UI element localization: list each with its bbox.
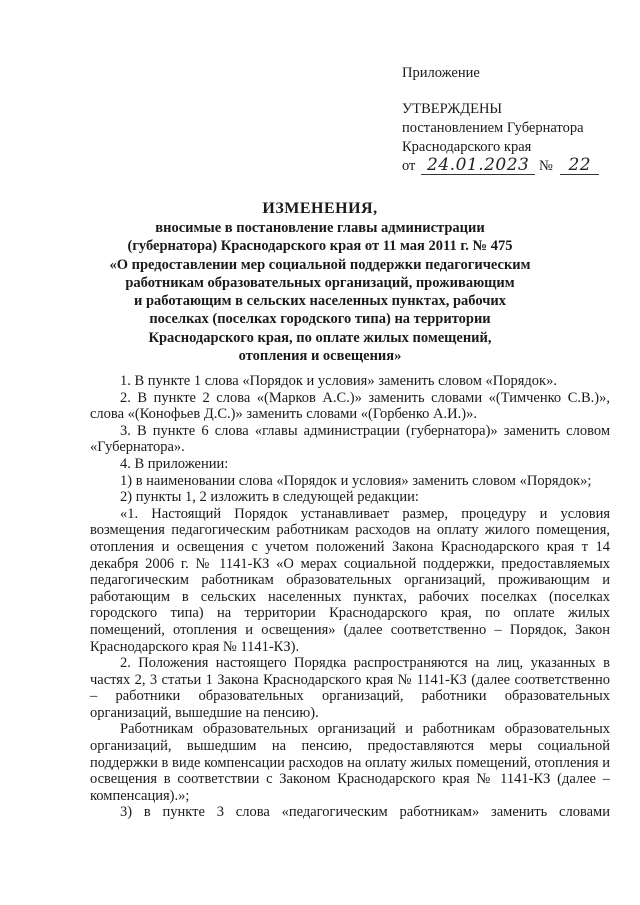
approved-label: УТВЕРЖДЕНЫ xyxy=(402,101,503,117)
title-line: Краснодарского края, по оплате жилых помещений, xyxy=(148,329,492,346)
title-line: вносимые в постановление главы администрации xyxy=(155,220,485,236)
title-line: поселках (поселках городского типа) на территории xyxy=(149,311,491,328)
title-heading: ИЗМЕНЕНИЯ, xyxy=(262,200,378,217)
title-line: (губернатора) Краснодарского края от 11 мая 2011 г. № 475 xyxy=(127,238,513,255)
body-paragraph: 2. Положения настоящего Порядка распространяются на лиц, указанных в частях 2, 3 статьи 1 Закона Краснодарского края № 1141-КЗ (далее соответственно – работники образовательных организаций, работники образовательных организаций, вышедшие на пенсию). xyxy=(90,655,610,721)
date-prefix: от xyxy=(402,158,416,174)
date-number-line xyxy=(402,157,627,176)
document-title xyxy=(40,199,600,365)
body-paragraph: 4. В приложении: xyxy=(120,455,229,472)
title-line: отопления и освещения» xyxy=(238,348,402,365)
title-line: и работающим в сельских населенных пунктах, рабочих xyxy=(134,293,506,310)
decree-line-2: Краснодарского края xyxy=(402,139,532,155)
approval-block xyxy=(402,64,627,176)
body-paragraph: 1. В пункте 1 слова «Порядок и условия» заменить словом «Порядок». xyxy=(120,373,557,389)
body-paragraph: 3) в пункте 3 слова «педагогическим работникам» заменить словами xyxy=(120,804,610,821)
decree-line-1: постановлением Губернатора xyxy=(402,120,584,136)
appendix-label: Приложение xyxy=(402,65,480,81)
body-paragraph: Работникам образовательных организаций и работникам образовательных организаций, вышедшим на пенсию, предоставляются меры социальной поддержки в виде компенсации расходов на оплату жилых помещений, отопления и освещения в соответствии с Законом Краснодарского края № 1141-КЗ (далее – компенсация).»; xyxy=(90,721,610,804)
body-paragraph: 3. В пункте 6 слова «главы администрации (губернатора)» заменить словом «Губернатора». xyxy=(90,422,610,456)
body-paragraph: «1. Настоящий Порядок устанавливает размер, процедуру и условия возмещения педагогическим работникам расходов на оплату жилого помещения, отопления и освещения с учетом положений Закона Краснодарского края т 14 декабря 2006 г. № 1141-КЗ «О мерах социальной поддержки, предоставляемых педагогическим работникам образовательных организаций, проживающим и работающим в сельских населенных пунктах, рабочих поселках (поселках городского типа) на территории Краснодарского края, по оплате жилых помещений, отопления и освещения» (далее соответственно – Порядок, Закон Краснодарского края № 1141-КЗ). xyxy=(90,505,610,655)
title-line: работникам образовательных организаций, проживающим xyxy=(125,274,515,291)
body-paragraph: 2. В пункте 2 слова «(Марков А.С.)» заменить словами «(Тимченко С.В.)», слова «(Конофьев Д.С.)» заменить словами «(Горбенко А.И.)». xyxy=(90,389,610,423)
body-paragraph: 2) пункты 1, 2 изложить в следующей редакции: xyxy=(120,489,419,506)
handwritten-number: 22 xyxy=(560,157,599,175)
handwritten-date: 24.01.2023 xyxy=(421,157,535,175)
document-body xyxy=(90,373,610,821)
number-label: № xyxy=(539,158,553,174)
body-paragraph: 1) в наименовании слова «Порядок и условия» заменить словом «Порядок»; xyxy=(120,472,592,489)
title-line: «О предоставлении мер социальной поддержки педагогическим xyxy=(109,256,531,273)
